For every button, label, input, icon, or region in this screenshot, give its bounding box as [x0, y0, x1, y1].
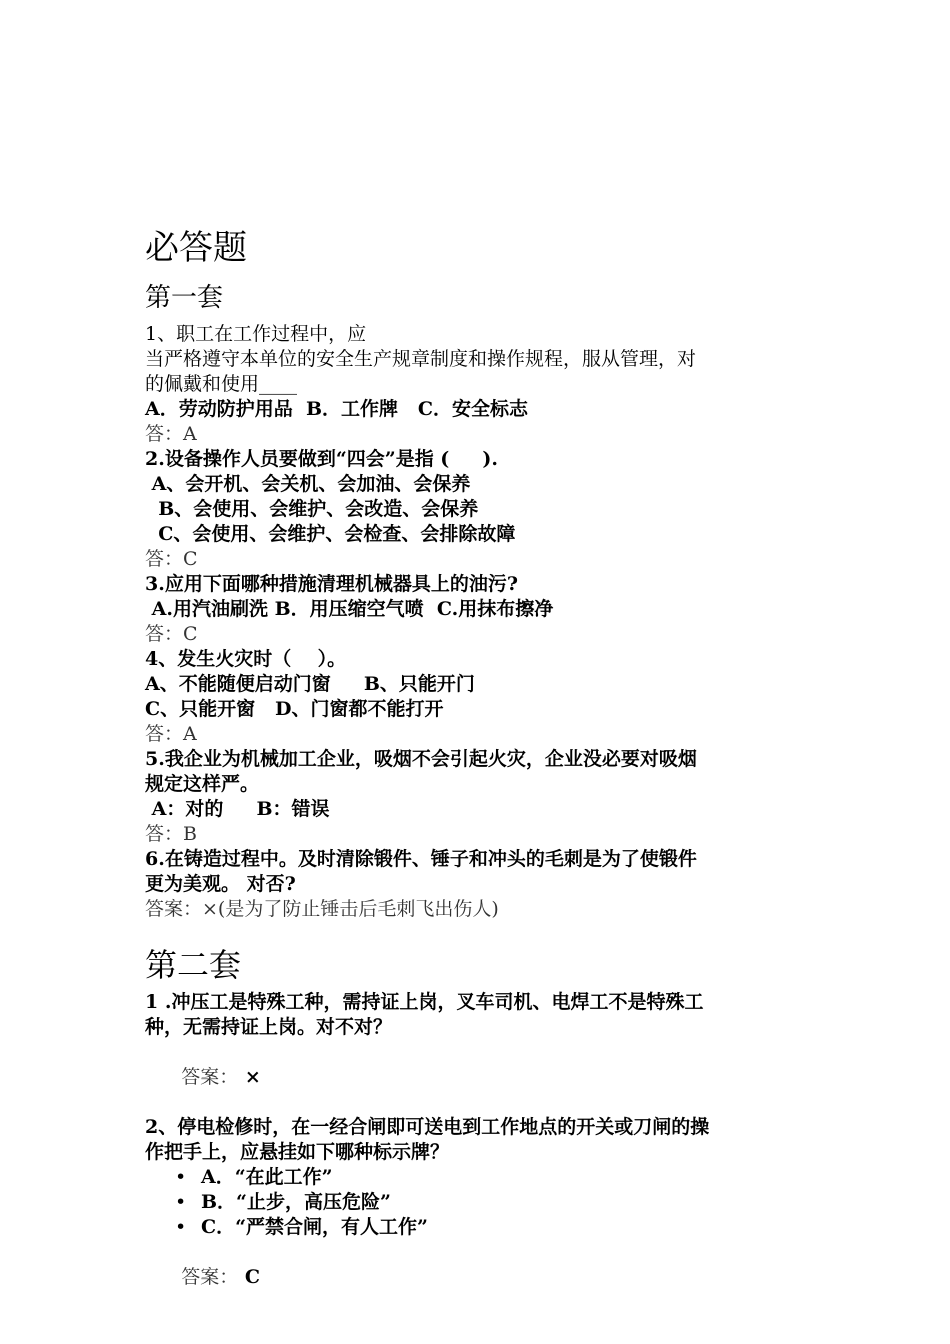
- answer: 答：A: [145, 423, 197, 445]
- question-text: 2.设备操作人员要做到“四会”是指 ( ).: [145, 448, 498, 470]
- option-list: [145, 1165, 810, 1240]
- set2-question-2: [145, 1115, 810, 1315]
- question-text: 1 .冲压工是特殊工种，需持证上岗，叉车司机、电焊工不是特殊工: [145, 991, 704, 1013]
- document-title: 必答题: [145, 228, 247, 268]
- answer: 答：B: [145, 823, 197, 845]
- question-options: A、不能随便启动门窗 B、只能开门: [145, 673, 475, 695]
- answer: 答：A: [145, 723, 197, 745]
- question-options: C、只能开窗 D、门窗都不能打开: [145, 698, 444, 720]
- question-3: [145, 572, 810, 647]
- question-text: 规定这样严。: [145, 773, 260, 795]
- question-text: 当严格遵守本单位的安全生产规章制度和操作规程，服从管理，对: [145, 348, 697, 370]
- question-text: 更为美观。 对否?: [145, 873, 296, 895]
- option-c: C、会使用、会维护、会检查、会排除故障: [145, 523, 516, 545]
- question-5: [145, 747, 810, 847]
- document-page: [145, 226, 810, 1315]
- option-b: B、会使用、会维护、会改造、会保养: [145, 498, 479, 520]
- question-text: 2、停电检修时，在一经合闸即可送电到工作地点的开关或刀闸的操: [145, 1116, 710, 1138]
- answer-label: 答案：: [181, 1066, 239, 1088]
- answer-value: C: [238, 1266, 261, 1288]
- question-text: 5.我企业为机械加工企业，吸烟不会引起火灾，企业没必要对吸烟: [145, 748, 697, 770]
- question-text: 的佩戴和使用____: [145, 373, 298, 395]
- set2-heading: 第二套: [145, 946, 242, 984]
- bullet-icon: •: [175, 1216, 187, 1238]
- option-a: A、会开机、会关机、会加油、会保养: [145, 473, 471, 495]
- option-item: • C．“严禁合闸，有人工作”: [175, 1216, 428, 1238]
- question-text: 1、职工在工作过程中，应: [145, 323, 367, 345]
- bullet-icon: •: [175, 1191, 187, 1213]
- question-text: 作把手上，应悬挂如下哪种标示牌？: [145, 1141, 450, 1163]
- question-options: A：对的 B：错误: [145, 798, 330, 820]
- question-text: 6.在铸造过程中。及时清除锻件、锤子和冲头的毛刺是为了使锻件: [145, 848, 697, 870]
- answer-value: ×: [238, 1066, 261, 1088]
- question-1: [145, 322, 810, 447]
- option-item: • B．“止步，高压危险”: [175, 1191, 391, 1213]
- question-options: A.用汽油刷洗 B．用压缩空气喷 C.用抹布擦净: [145, 598, 554, 620]
- answer: 答：C: [145, 548, 198, 570]
- answer-label: 答案：: [181, 1266, 239, 1288]
- question-text: 3.应用下面哪种措施清理机械器具上的油污?: [145, 573, 518, 595]
- bullet-icon: •: [175, 1166, 187, 1188]
- answer: 答：C: [145, 623, 198, 645]
- answer: [145, 1240, 810, 1315]
- question-6: [145, 847, 810, 922]
- question-2: [145, 447, 810, 572]
- set1-heading: 第一套: [145, 283, 224, 313]
- answer: 答案：×(是为了防止锤击后毛刺飞出伤人): [145, 898, 499, 920]
- question-options: A．劳动防护用品 B．工作牌 C．安全标志: [145, 398, 528, 420]
- set2-question-1: [145, 990, 810, 1115]
- question-text: 种，无需持证上岗。对不对？: [145, 1016, 393, 1038]
- question-text: 4、发生火灾时（ ）。: [145, 648, 347, 670]
- option-item: • A．“在此工作”: [175, 1166, 333, 1188]
- answer: [145, 1040, 810, 1115]
- question-4: [145, 647, 810, 747]
